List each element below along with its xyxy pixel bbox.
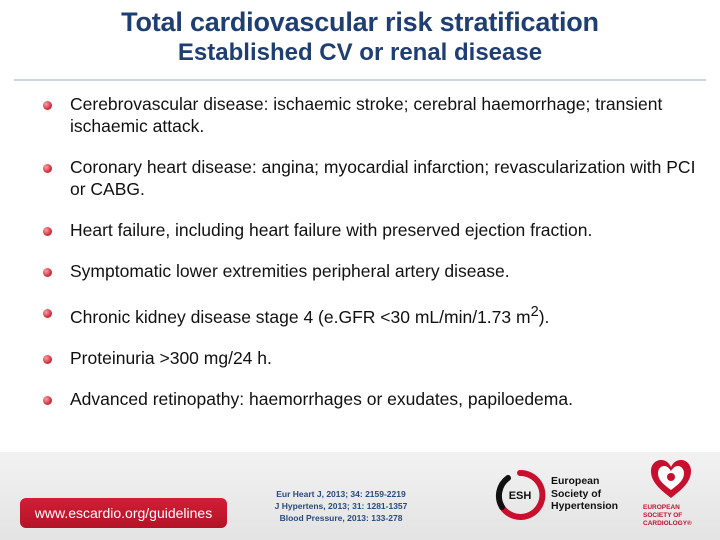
esc-heart-icon [648, 456, 694, 502]
bullet-dot-icon [43, 164, 52, 173]
bullet-text-main: Chronic kidney disease stage 4 (e.GFR <30 mL/min/1.73 m [70, 306, 531, 327]
guidelines-link[interactable]: www.escardio.org/guidelines [20, 498, 227, 528]
bullet-text: Advanced retinopathy: haemorrhages or exudates, papiloedema. [70, 388, 573, 409]
reference-line: Blood Pressure, 2013: 133-278 [279, 513, 403, 523]
bullet-text: Proteinuria >300 mg/24 h. [70, 347, 272, 368]
esc-name-line: SOCIETY OF [643, 512, 683, 519]
slide-title: Total cardiovascular risk stratification [121, 7, 599, 37]
bullet-text: Heart failure, including heart failure with preserved ejection fraction. [70, 220, 593, 240]
bullet-item [38, 156, 708, 200]
bullet-item [38, 93, 708, 137]
bullet-item [38, 347, 708, 369]
bullet-item [38, 388, 708, 410]
esc-name-line: EUROPEAN [643, 504, 680, 511]
superscript: 2 [530, 304, 539, 320]
references [236, 488, 446, 524]
bullet-dot-icon [43, 268, 52, 277]
bullet-dot-icon [43, 101, 52, 110]
esh-name-line: European [551, 475, 600, 487]
bullet-text: Coronary heart disease: angina; myocardial infarction; revascularization with PCI or CABG. [70, 157, 696, 199]
bullet-dot-icon [43, 355, 52, 364]
title-block [0, 6, 720, 68]
bullet-text [70, 304, 550, 327]
esh-logo-icon [494, 469, 546, 521]
bullet-dot-icon [43, 396, 52, 405]
esc-name [643, 504, 715, 528]
bullet-item [38, 260, 708, 282]
footer-bar [0, 452, 720, 540]
slide-subtitle: Established CV or renal disease [177, 39, 543, 66]
reference-line: Eur Heart J, 2013; 34: 2159-2219 [276, 489, 406, 499]
bullet-item [38, 301, 708, 328]
esh-name-line: Society of [551, 487, 602, 500]
reference-line: J Hypertens, 2013; 31: 1281-1357 [274, 501, 408, 511]
bullet-list [38, 93, 708, 429]
bullet-item [38, 219, 708, 241]
esh-name [551, 475, 618, 513]
bullet-dot-icon [43, 309, 52, 318]
bullet-text: Cerebrovascular disease: ischaemic stroke; cerebral haemorrhage; transient ischaemic attack. [70, 94, 663, 136]
bullet-text-end: ). [538, 306, 550, 327]
esh-logo-label: ESH [508, 490, 532, 502]
esh-name-line: Hypertension [551, 500, 619, 512]
esc-name-line: CARDIOLOGY® [643, 520, 692, 527]
bullet-text: Symptomatic lower extremities peripheral artery disease. [70, 261, 510, 281]
title-divider [14, 79, 706, 81]
bullet-dot-icon [43, 227, 52, 236]
